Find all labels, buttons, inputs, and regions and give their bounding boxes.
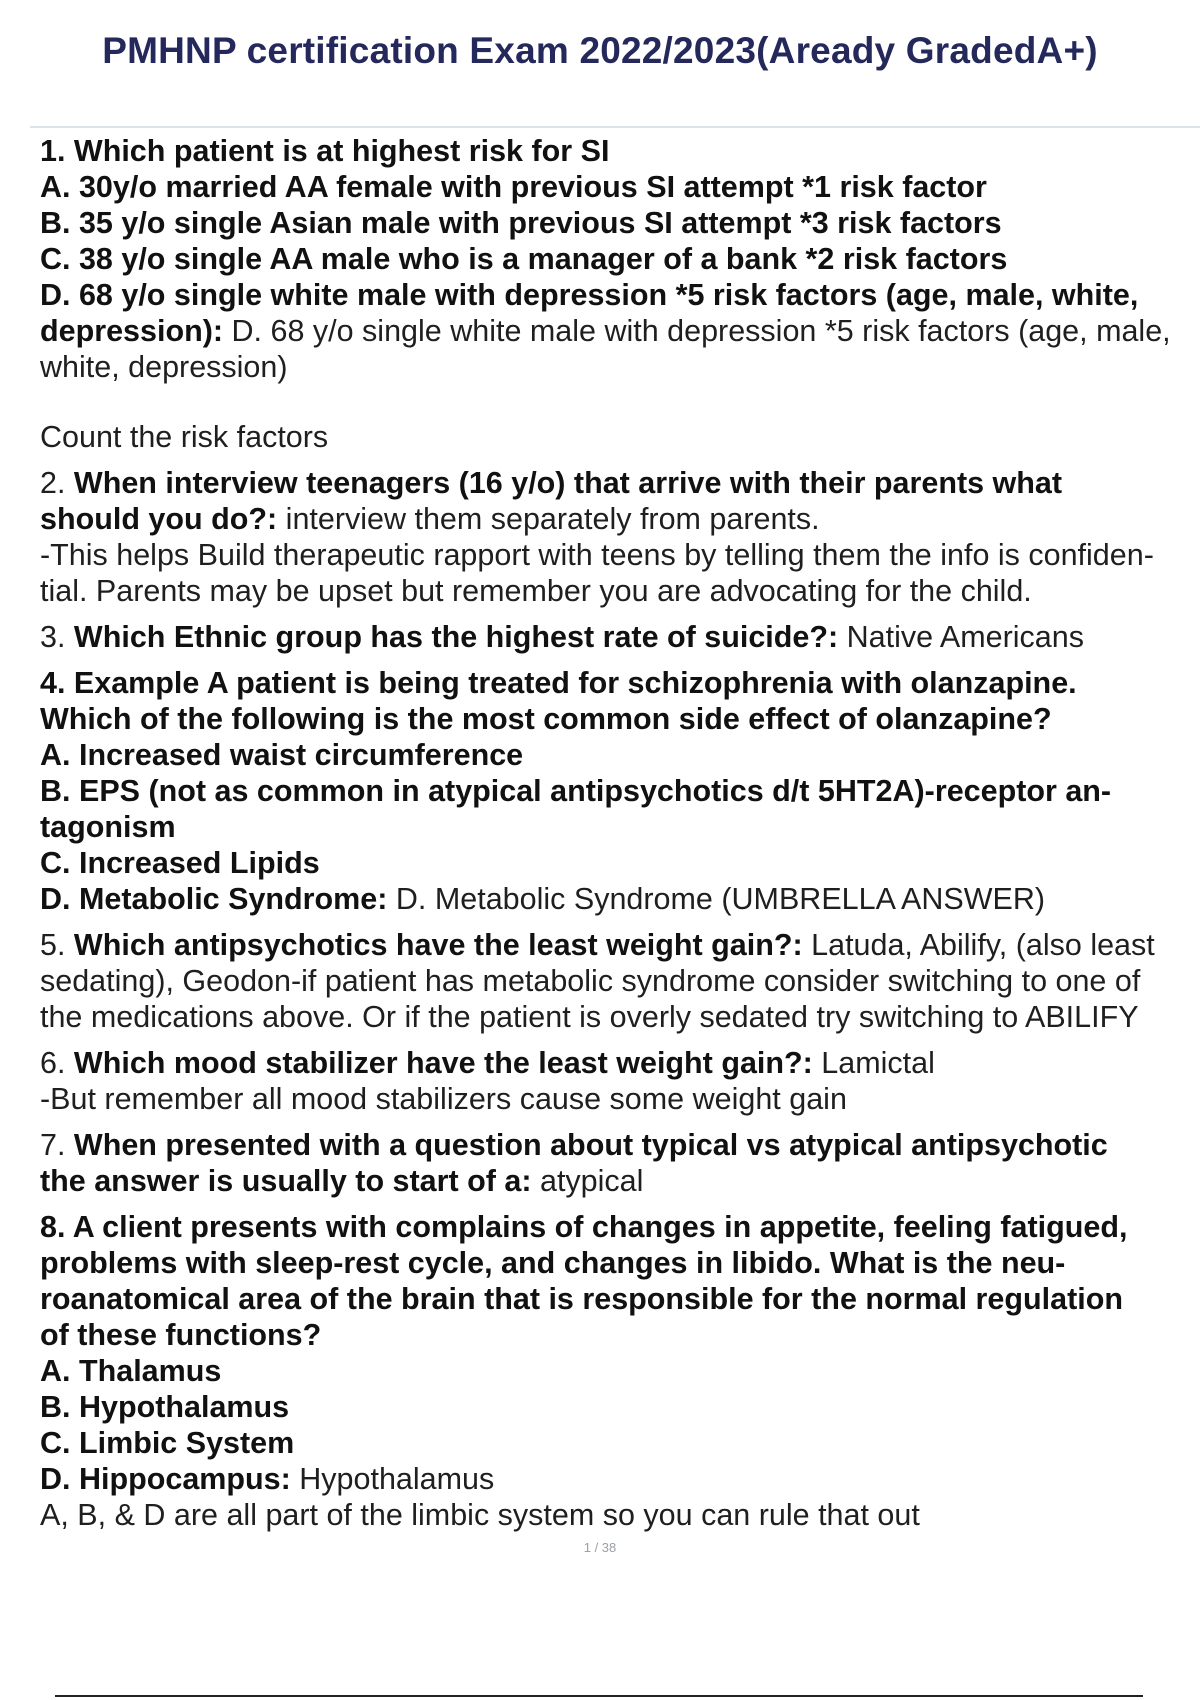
answer-note: tial. Parents may be upset but remember you are advocating for the child. [40,574,1032,608]
answer-note: -This helps Build therapeutic rapport with teens by telling them the info is confiden- [40,538,1154,572]
question-line: roanatomical area of the brain that is responsible for the normal regulation [40,1282,1123,1316]
title-divider [30,126,1200,128]
question-1 [40,133,1200,455]
question-4 [40,665,1200,917]
question-line: of these functions? [40,1318,322,1352]
answer-text-cont: the medications above. Or if the patient is overly sedated try switching to ABILIFY [40,1000,1139,1034]
answer-note: Count the risk factors [40,420,329,454]
question-number: 2. [40,466,66,500]
answer-text: Latuda, Abilify, (also least [802,928,1155,962]
question-line: 8. A client presents with complains of changes in appetite, feeling fatigued, [40,1210,1128,1244]
question-option: D. Hippocampus: [40,1462,291,1496]
question-option: B. EPS (not as common in atypical antipsychotics d/t 5HT2A)-receptor an- [40,774,1112,808]
question-line: Which of the following is the most common side effect of olanzapine? [40,702,1052,736]
question-option: D. 68 y/o single white male with depression *5 risk factors (age, male, white, [40,278,1139,312]
answer-text: Hypothalamus [290,1462,495,1496]
document-title: PMHNP certification Exam 2022/2023(Aready GradedA+) [102,30,1098,71]
question-text: the answer is usually to start of a: [40,1164,532,1198]
page-number: 1 / 38 [583,1540,617,1555]
answer-line [40,313,1200,349]
answer-note: A, B, & D are all part of the limbic system so you can rule that out [40,1498,920,1532]
question-option: A. Increased waist circumference [40,738,524,772]
question-7 [40,1127,1200,1199]
question-list [40,133,1200,1533]
question-number: 6. [40,1046,66,1080]
question-text: Which antipsychotics have the least weight gain?: [73,928,803,962]
question-3 [40,619,1200,655]
question-option: depression): [40,314,224,348]
answer-text: Native Americans [838,620,1084,654]
question-option: C. 38 y/o single AA male who is a manager of a bank *2 risk factors [40,242,1008,276]
answer-text-cont: white, depression) [40,350,288,384]
question-option: D. Metabolic Syndrome: [40,882,388,916]
question-text: should you do?: [40,502,278,536]
question-option: A. Thalamus [40,1354,222,1388]
question-line: 4. Example A patient is being treated for schizophrenia with olanzapine. [40,666,1077,700]
page-bottom-divider [55,1695,1143,1697]
answer-text: Lamictal [812,1046,935,1080]
question-number: 5. [40,928,66,962]
question-8 [40,1209,1200,1533]
question-line: 1. Which patient is at highest risk for SI [40,134,610,168]
question-5 [40,927,1200,1035]
answer-text: atypical [531,1164,644,1198]
answer-text: interview them separately from parents. [277,502,820,536]
answer-note: -But remember all mood stabilizers cause some weight gain [40,1082,847,1116]
question-option: B. 35 y/o single Asian male with previous SI attempt *3 risk factors [40,206,1002,240]
answer-text: D. 68 y/o single white male with depression *5 risk factors (age, male, [223,314,1171,348]
question-line: problems with sleep-rest cycle, and changes in libido. What is the neu- [40,1246,1066,1280]
question-option: C. Limbic System [40,1426,295,1460]
question-option: B. Hypothalamus [40,1390,290,1424]
question-option: tagonism [40,810,176,844]
answer-text: D. Metabolic Syndrome (UMBRELLA ANSWER) [387,882,1046,916]
question-text: Which Ethnic group has the highest rate of suicide?: [73,620,839,654]
question-text: When interview teenagers (16 y/o) that arrive with their parents what [73,466,1063,500]
question-text: When presented with a question about typical vs atypical antipsychotic [73,1128,1108,1162]
question-number: 7. [40,1128,66,1162]
question-number: 3. [40,620,66,654]
question-6 [40,1045,1200,1117]
question-option: C. Increased Lipids [40,846,320,880]
answer-text-cont: sedating), Geodon-if patient has metabolic syndrome consider switching to one of [40,964,1141,998]
question-2 [40,465,1200,609]
question-text: Which mood stabilizer have the least weight gain?: [73,1046,813,1080]
question-option: A. 30y/o married AA female with previous SI attempt *1 risk factor [40,170,987,204]
